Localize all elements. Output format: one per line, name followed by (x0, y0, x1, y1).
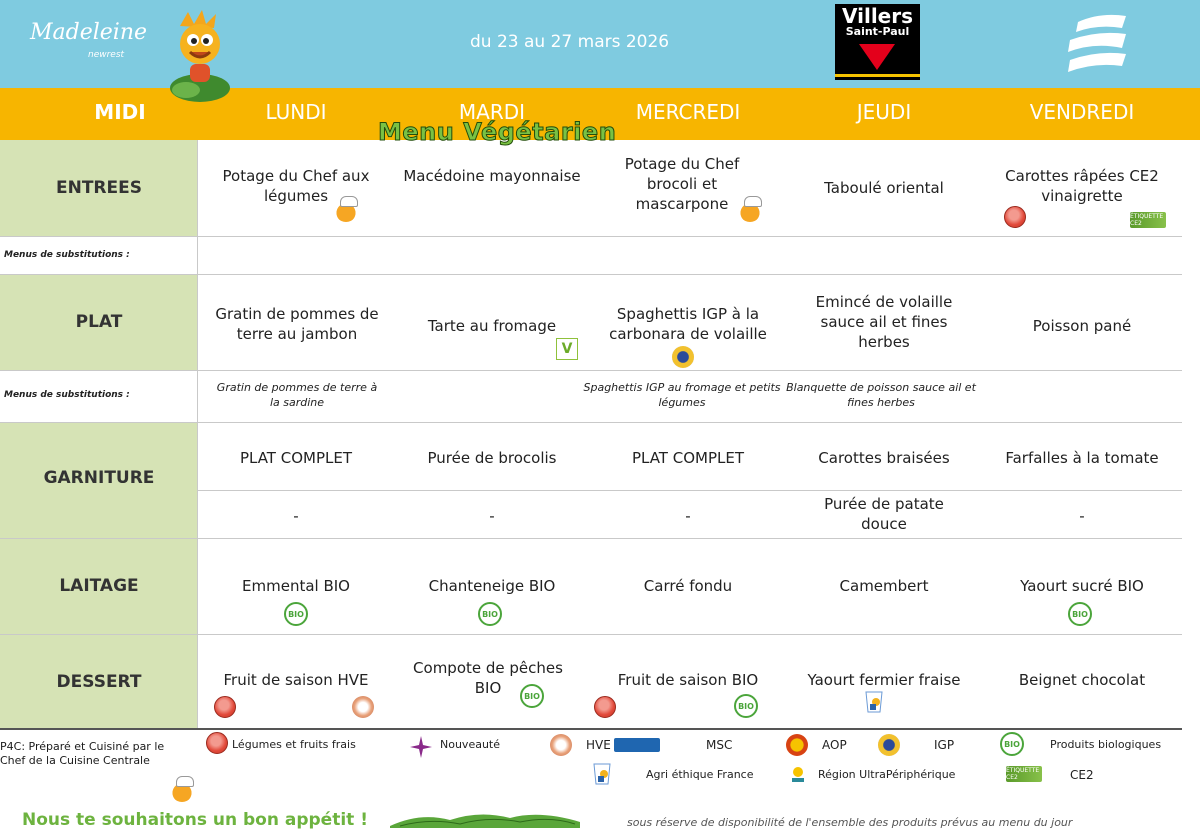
chef-icon (334, 196, 358, 222)
bio-icon: BIO (284, 602, 308, 626)
plat-lundi: Gratin de pommes de terre au jambon (215, 305, 379, 343)
fresh-produce-icon (206, 732, 228, 754)
plat-jeudi: Emincé de volaille sauce ail et fines herbes (815, 293, 953, 351)
entree-vendredi: Carottes râpées CE2 vinaigrette (1005, 167, 1159, 205)
fresh-produce-icon (214, 696, 236, 718)
legend (0, 728, 1182, 834)
vegetarian-menu-banner: Menu Végétarien (378, 118, 617, 146)
bio-icon: BIO (734, 694, 758, 718)
row-label-substitutions-2: Menus de substitutions : (4, 390, 130, 400)
salad-decoration-icon (390, 810, 580, 828)
entree-lundi: Potage du Chef aux légumes (222, 167, 370, 205)
city-underline (835, 74, 920, 77)
brand-name: Madeleine (30, 20, 148, 45)
agri-ethique-icon (590, 760, 614, 788)
fresh-produce-icon (594, 696, 616, 718)
hve-icon (550, 734, 572, 756)
garniture-mercredi: PLAT COMPLET (631, 449, 745, 467)
laitage-jeudi: Camembert (839, 577, 929, 595)
row-label-entrees: ENTREES (56, 178, 142, 198)
availability-note: sous réserve de disponibilité de l'ensemble des produits prévus au menu du jour (627, 816, 1073, 829)
legend-aop: AOP (822, 738, 847, 752)
plat-vendredi: Poisson pané (1032, 317, 1132, 335)
row-divider (198, 490, 1182, 491)
city-triangle-icon (859, 44, 895, 70)
legend-igp: IGP (934, 738, 955, 752)
plat-mardi: Tarte au fromage (427, 317, 557, 335)
entree-mercredi: Potage du Chef brocoli et mascarpone (624, 155, 740, 213)
row-divider (0, 236, 1182, 237)
igp-icon (672, 346, 694, 368)
row-divider (0, 422, 1182, 423)
p4c-note: P4C: Préparé et Cuisiné par le Chef de la Cuisine Centrale (0, 740, 165, 767)
substitution-jeudi: Blanquette de poisson sauce ail et fines herbes (786, 381, 976, 409)
bio-icon: BIO (1068, 602, 1092, 626)
day-vendredi: VENDREDI (1029, 100, 1135, 124)
legend-agri: Agri éthique France (646, 768, 754, 781)
dessert-lundi: Fruit de saison HVE (223, 671, 369, 689)
day-lundi: LUNDI (265, 100, 327, 124)
laitage-lundi: Emmental BIO (242, 577, 350, 595)
date-range: du 23 au 27 mars 2026 (470, 32, 670, 52)
igp-icon (878, 734, 900, 756)
row-divider (0, 274, 1182, 275)
row-label-plat: PLAT (75, 312, 123, 332)
laitage-mardi: Chanteneige BIO (428, 577, 556, 595)
day-jeudi: JEUDI (856, 100, 912, 124)
msc-icon (614, 738, 660, 752)
mascot-icon (160, 8, 240, 103)
row-label-garniture: GARNITURE (43, 468, 155, 488)
legend-rup: Région UltraPériphérique (818, 768, 956, 781)
ce2-icon: ÉTIQUETTE CE2 (1006, 766, 1042, 782)
agri-ethique-icon (862, 688, 886, 716)
entree-mardi: Macédoine mayonnaise (403, 167, 581, 185)
row-divider (0, 634, 1182, 635)
row-divider (0, 370, 1182, 371)
dessert-mardi: Compote de pêches BIO (413, 659, 563, 697)
garniture-lundi: PLAT COMPLET (239, 449, 353, 467)
bio-icon: BIO (478, 602, 502, 626)
row-divider (0, 538, 1182, 539)
city-name: Villers (841, 4, 914, 28)
garniture2-mardi: - (489, 507, 495, 525)
row-label-dessert: DESSERT (56, 672, 142, 692)
hve-icon (352, 696, 374, 718)
aop-icon (786, 734, 808, 756)
laitage-mercredi: Carré fondu (643, 577, 733, 595)
garniture-vendredi: Farfalles à la tomate (1005, 449, 1159, 467)
substitution-lundi: Gratin de pommes de terre à la sardine (216, 381, 378, 409)
vegetarian-icon: V (556, 338, 578, 360)
dessert-jeudi: Yaourt fermier fraise (807, 671, 961, 689)
bio-icon: BIO (520, 684, 544, 708)
chef-icon (170, 776, 194, 802)
legend-ce2: CE2 (1070, 768, 1094, 782)
plat-mercredi: Spaghettis IGP à la carbonara de volaille (609, 305, 767, 343)
row-label-laitage: LAITAGE (59, 576, 139, 596)
bio-icon: BIO (1000, 732, 1024, 756)
legend-hve: HVE (586, 738, 611, 752)
garniture2-vendredi: - (1079, 507, 1085, 525)
garniture2-mercredi: - (685, 507, 691, 525)
garniture2-lundi: - (293, 507, 299, 525)
new-item-star-icon (410, 736, 432, 758)
brand-sub: newrest (88, 50, 125, 60)
legend-new: Nouveauté (440, 738, 501, 751)
rup-icon (790, 766, 806, 784)
day-mercredi: MERCREDI (635, 100, 741, 124)
brand-lines-icon (1060, 8, 1132, 80)
row-label-substitutions-1: Menus de substitutions : (4, 250, 130, 260)
chef-icon (738, 196, 762, 222)
laitage-vendredi: Yaourt sucré BIO (1020, 577, 1144, 595)
dessert-mercredi: Fruit de saison BIO (617, 671, 759, 689)
substitution-mercredi: Spaghettis IGP au fromage et petits légumes (583, 381, 781, 409)
legend-bio: Produits biologiques (1050, 738, 1162, 751)
legend-fresh: Légumes et fruits frais (232, 738, 356, 751)
garniture2-jeudi: Purée de patate douce (824, 495, 944, 533)
dessert-vendredi: Beignet chocolat (1018, 671, 1146, 689)
welcome-message: Nous te souhaitons un bon appétit ! (22, 810, 368, 830)
ce2-icon: ÉTIQUETTE CE2 (1130, 212, 1166, 228)
garniture-mardi: Purée de brocolis (427, 449, 557, 467)
city-logo (835, 4, 920, 80)
entree-jeudi: Taboulé oriental (824, 179, 944, 197)
fresh-produce-icon (1004, 206, 1026, 228)
garniture-jeudi: Carottes braisées (818, 449, 950, 467)
day-mardi: MARDI (458, 100, 526, 124)
city-subname: Saint-Paul (845, 25, 910, 38)
legend-msc: MSC (706, 738, 733, 752)
midi-label: MIDI (94, 100, 146, 124)
